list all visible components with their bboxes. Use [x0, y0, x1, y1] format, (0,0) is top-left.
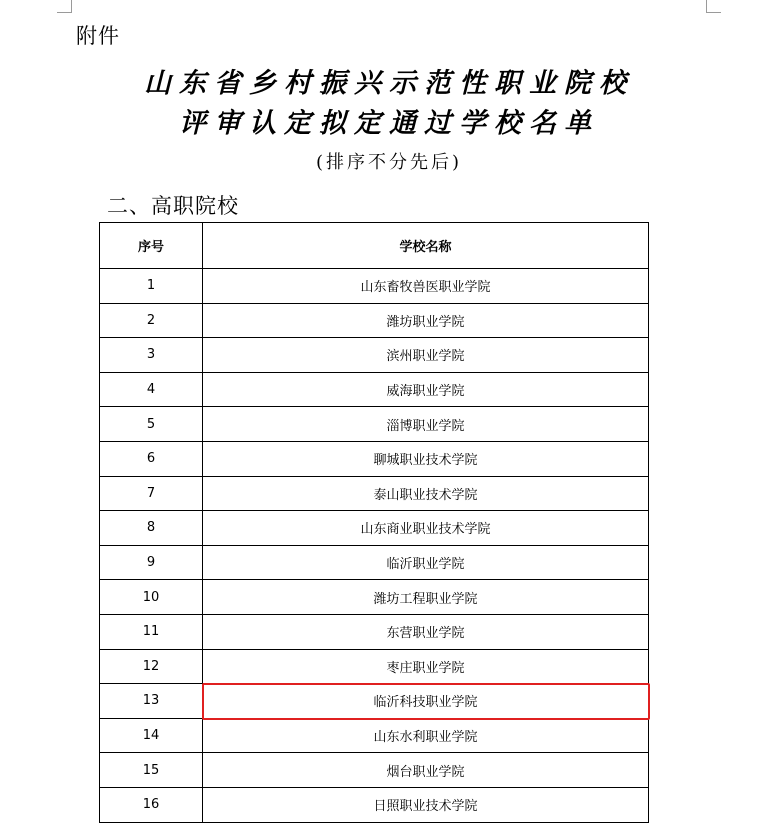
- table-row: [100, 545, 649, 580]
- row-seq: 5: [100, 407, 203, 442]
- row-school-name: 枣庄职业学院: [203, 649, 649, 684]
- table-row: [100, 303, 649, 338]
- table-row: [100, 753, 649, 788]
- row-school-name: 潍坊职业学院: [203, 303, 649, 338]
- table-row: [100, 476, 649, 511]
- row-school-name: 临沂职业学院: [203, 545, 649, 580]
- table-row: [100, 441, 649, 476]
- table-row: [100, 511, 649, 546]
- row-seq: 4: [100, 372, 203, 407]
- row-seq: 15: [100, 753, 203, 788]
- school-list-table: [99, 222, 649, 823]
- table-row: [100, 649, 649, 684]
- row-seq: 2: [100, 303, 203, 338]
- table-row: [100, 269, 649, 304]
- table-row: [100, 338, 649, 373]
- row-school-name: 烟台职业学院: [203, 753, 649, 788]
- row-school-name: 滨州职业学院: [203, 338, 649, 373]
- row-seq: 16: [100, 787, 203, 822]
- row-school-name: 山东畜牧兽医职业学院: [203, 269, 649, 304]
- page-corner-mark-left: [57, 0, 72, 13]
- header-seq: 序号: [100, 223, 203, 269]
- document-title-line-2: 评审认定拟定通过学校名单: [179, 108, 599, 139]
- row-school-name: 临沂科技职业学院: [203, 684, 649, 719]
- page-corner-mark-right: [706, 0, 721, 13]
- row-seq: 3: [100, 338, 203, 373]
- row-school-name: 东营职业学院: [203, 614, 649, 649]
- row-school-name: 泰山职业技术学院: [203, 476, 649, 511]
- row-school-name: 日照职业技术学院: [203, 787, 649, 822]
- table-row: [100, 407, 649, 442]
- row-school-name: 山东商业职业技术学院: [203, 511, 649, 546]
- row-school-name: 威海职业学院: [203, 372, 649, 407]
- row-seq: 1: [100, 269, 203, 304]
- row-seq: 13: [100, 684, 203, 719]
- row-seq: 14: [100, 718, 203, 753]
- row-school-name: 聊城职业技术学院: [203, 441, 649, 476]
- attachment-label: 附件: [76, 24, 120, 48]
- row-school-name: 山东水利职业学院: [203, 718, 649, 753]
- document-title-line-1: 山东省乡村振兴示范性职业院校: [144, 68, 634, 99]
- row-seq: 10: [100, 580, 203, 615]
- row-seq: 11: [100, 614, 203, 649]
- row-seq: 12: [100, 649, 203, 684]
- table-row: [100, 372, 649, 407]
- row-school-name: 淄博职业学院: [203, 407, 649, 442]
- row-seq: 9: [100, 545, 203, 580]
- table-row: [100, 718, 649, 753]
- table-row: [100, 787, 649, 822]
- table-header-row: [100, 223, 649, 269]
- table-row: [100, 684, 649, 719]
- section-heading: 二、高职院校: [107, 194, 239, 218]
- document-subtitle: (排序不分先后): [315, 152, 463, 173]
- header-school-name: 学校名称: [203, 223, 649, 269]
- row-seq: 7: [100, 476, 203, 511]
- row-seq: 6: [100, 441, 203, 476]
- table-row: [100, 614, 649, 649]
- row-school-name: 潍坊工程职业学院: [203, 580, 649, 615]
- table-row: [100, 580, 649, 615]
- row-seq: 8: [100, 511, 203, 546]
